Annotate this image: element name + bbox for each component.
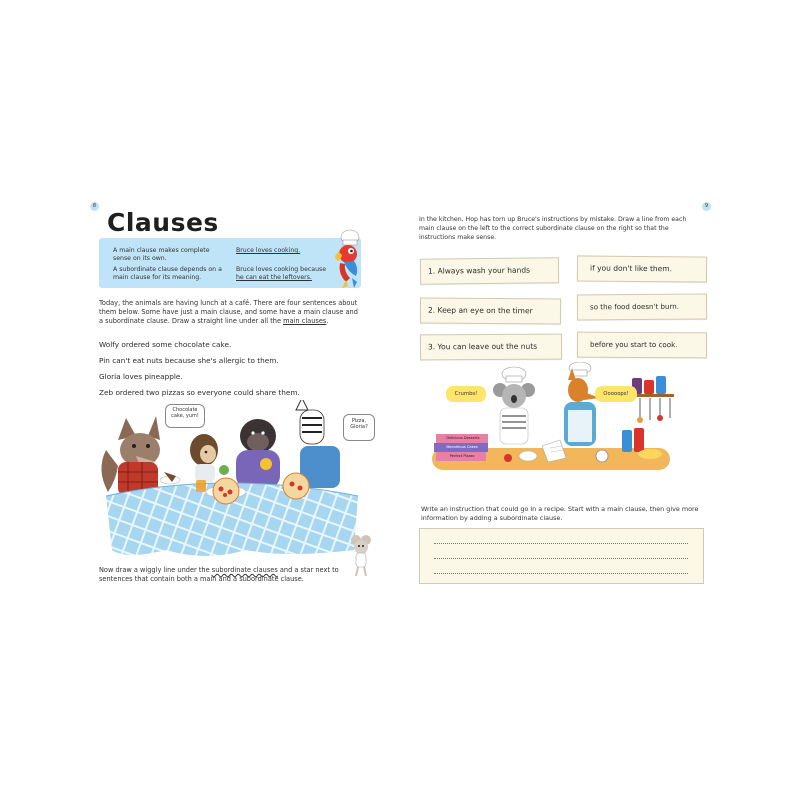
subordinate-clause-definition: A subordinate clause depends on a main clause for its meaning. — [113, 266, 222, 281]
subordinate-clause-strip-3[interactable]: before you start to cook. — [577, 332, 707, 359]
page-title: Clauses — [107, 208, 219, 237]
example-main-clause: Bruce loves cooking. — [236, 247, 301, 254]
bottom-instructions: Now draw a wiggly line under the subordinate clauses and a star next to sentences that contain both a main and a subordinate clause. — [99, 566, 339, 584]
answer-line-1[interactable] — [434, 543, 688, 544]
write-instructions: Write an instruction that could go in a recipe. Start with a main clause, then give more information by adding a subordinate clause. — [421, 505, 699, 522]
answer-line-3[interactable] — [434, 573, 688, 574]
activity-instructions: Today, the animals are having lunch at a café. There are four sentences about them below. Some have just a main clause, and some have a main clause and a subordinate clause. Draw a straight line under all the main clauses. — [99, 299, 358, 326]
sentence-3[interactable]: Gloria loves pineapple. — [99, 372, 183, 381]
subordinate-clause-strip-2[interactable]: so the food doesn't burn. — [577, 294, 707, 321]
kitchen-instructions: In the kitchen, Hop has torn up Bruce's instructions by mistake. Draw a line from each main clause on the left to the correct subordinate clause on the right so that the instructions make sense. — [419, 216, 687, 241]
main-clause-strip-3[interactable]: 3. You can leave out the nuts — [420, 334, 562, 361]
page-number-right: 9 — [702, 202, 711, 211]
sentence-1[interactable]: Wolfy ordered some chocolate cake. — [99, 340, 232, 349]
parrot-chef-illustration — [326, 228, 368, 290]
sentence-4[interactable]: Zeb ordered two pizzas so everyone could share them. — [99, 388, 300, 397]
main-clause-definition: A main clause makes complete sense on its own. — [113, 247, 210, 262]
sentence-2[interactable]: Pin can't eat nuts because she's allergic to them. — [99, 356, 279, 365]
speech-bubble-koala: Crumbs! — [446, 386, 486, 402]
cafe-table-illustration — [96, 400, 368, 580]
page-number-left: 8 — [90, 202, 99, 211]
speech-bubble-kangaroo: Ooooops! — [595, 386, 637, 402]
definition-box — [99, 238, 361, 288]
answer-writing-box[interactable] — [419, 528, 704, 584]
book-title-3: Perfect Pizzas — [449, 454, 475, 458]
main-clause-strip-1[interactable]: 1. Always wash your hands — [420, 257, 559, 284]
book-title-2: Marvellous Cakes — [446, 445, 478, 449]
example-full-sentence: Bruce loves cooking because he can eat the leftovers. — [236, 266, 327, 281]
speech-bubble-zebra: Pizza, Gloria? — [343, 414, 375, 441]
answer-line-2[interactable] — [434, 558, 688, 559]
speech-bubble-wolf: Chocolate cake, yum! — [165, 404, 205, 428]
book-title-1: Delicious Desserts — [446, 436, 480, 440]
main-clause-strip-2[interactable]: 2. Keep an eye on the timer — [420, 298, 561, 325]
subordinate-clause-strip-1[interactable]: if you don't like them. — [577, 255, 707, 282]
kitchen-illustration — [428, 362, 694, 480]
